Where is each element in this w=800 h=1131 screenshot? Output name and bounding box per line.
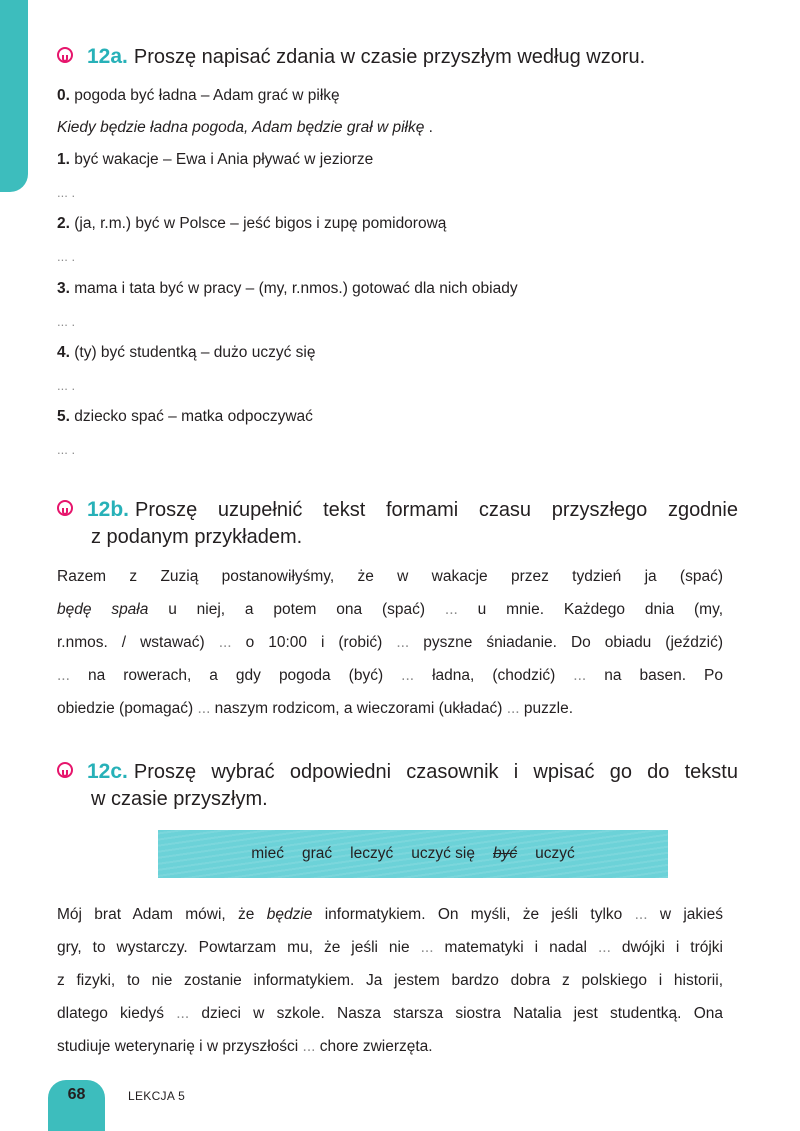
exercise-12b-heading <box>57 496 738 551</box>
student-face-icon <box>57 47 73 63</box>
exercise-12c-text: Mój brat Adam mówi, że będzie informatykiem. On myśli, że jeśli tylko ... w jakieś gry, to wystarczy. Powtarzam mu, że jeśli nie ... matematyki i nadal ... dwójki i trójki z fizyki, to nie zostanie informatykiem. Ja jestem bardzo dobra z polskiego i historii, dlatego kiedyś ... dzieci w szkole. Nasza starsza siostra Natalia jest studentką. Ona studiuje weterynarię i w przyszłości ... chore zwierzęta. <box>57 906 724 1055</box>
exercise-12c-heading <box>57 758 738 813</box>
item-prompt: 3. mama i tata być w pracy – (my, r.nmos.) gotować dla nich obiady <box>57 280 518 297</box>
exercise-number: 12a. <box>87 45 128 68</box>
item-prompt: 2. (ja, r.m.) być w Polsce – jeść bigos i zupę pomidorową <box>57 215 447 232</box>
student-face-icon <box>57 500 73 516</box>
exercise-title-cont: w czasie przyszłym. <box>91 788 268 810</box>
word-bank <box>158 830 668 878</box>
answer-blank[interactable]: ... <box>506 700 520 717</box>
answer-blank[interactable]: ... <box>218 634 232 651</box>
example-answer: Kiedy będzie ładna pogoda, Adam będzie grał w piłkę . <box>57 119 433 136</box>
answer-blank[interactable]: ... <box>573 667 587 684</box>
answer-blank[interactable]: ... <box>176 1005 190 1022</box>
exercise-12a-heading <box>57 43 738 71</box>
item-prompt: 4. (ty) być studentką – dużo uczyć się <box>57 344 316 361</box>
side-tab <box>0 0 28 192</box>
exercise-title-cont: z podanym przykładem. <box>91 526 303 548</box>
exercise-title: Proszę uzupełnić tekst formami czasu przyszłego zgodnie <box>135 499 738 521</box>
answer-blank[interactable]: ... <box>444 601 458 618</box>
word-option[interactable]: uczyć <box>535 845 575 862</box>
word-option[interactable]: uczyć się <box>411 845 475 862</box>
answer-blank[interactable]: ... <box>401 667 415 684</box>
answer-blank[interactable]: ... <box>634 906 648 923</box>
answer-blank[interactable]: ... <box>396 634 410 651</box>
answer-blank[interactable]: ... <box>302 1038 316 1055</box>
lesson-label: LEKCJA 5 <box>128 1089 186 1103</box>
exercise-title: Proszę wybrać odpowiedni czasownik i wpisać go do tekstu <box>133 761 738 783</box>
page-number: 68 <box>67 1086 86 1103</box>
example-prompt: 0. pogoda być ładna – Adam grać w piłkę <box>57 87 340 104</box>
answer-blank[interactable]: ... . <box>57 185 76 200</box>
answer-blank[interactable]: ... <box>197 700 211 717</box>
exercise-title: Proszę napisać zdania w czasie przyszłym według wzoru. <box>133 46 646 68</box>
answer-blank[interactable]: ... . <box>57 314 76 329</box>
exercise-number: 12b. <box>87 498 130 521</box>
item-prompt: 5. dziecko spać – matka odpoczywać <box>57 408 313 425</box>
word-option[interactable]: grać <box>302 845 333 862</box>
word-option[interactable]: leczyć <box>350 845 394 862</box>
item-prompt: 1. być wakacje – Ewa i Ania pływać w jeziorze <box>57 151 374 168</box>
word-option[interactable]: mieć <box>251 845 284 862</box>
answer-blank[interactable]: ... . <box>57 378 76 393</box>
student-face-icon <box>57 762 73 778</box>
exercise-number: 12c. <box>87 760 128 783</box>
answer-blank[interactable]: ... . <box>57 249 76 264</box>
answer-blank[interactable]: ... . <box>57 442 76 457</box>
exercise-12b-text: Razem z Zuzią postanowiłyśmy, że w wakacje przez tydzień ja (spać) będę spała u niej, a potem ona (spać) ... u mnie. Każdego dnia (my, r.nmos. / wstawać) ... o 10:00 i (robić) ... pyszne śniadanie. Do obiadu (jeździć) ... na rowerach, a gdy pogoda (być) ... ładna, (chodzić) ... na basen. Po obiedzie (pomagać) ... naszym rodzicom, a wieczorami (układać) ... puzzle. <box>57 568 724 717</box>
answer-blank[interactable]: ... <box>57 667 70 684</box>
word-option-used: być <box>492 845 518 862</box>
answer-blank[interactable]: ... <box>597 939 611 956</box>
answer-blank[interactable]: ... <box>420 939 434 956</box>
